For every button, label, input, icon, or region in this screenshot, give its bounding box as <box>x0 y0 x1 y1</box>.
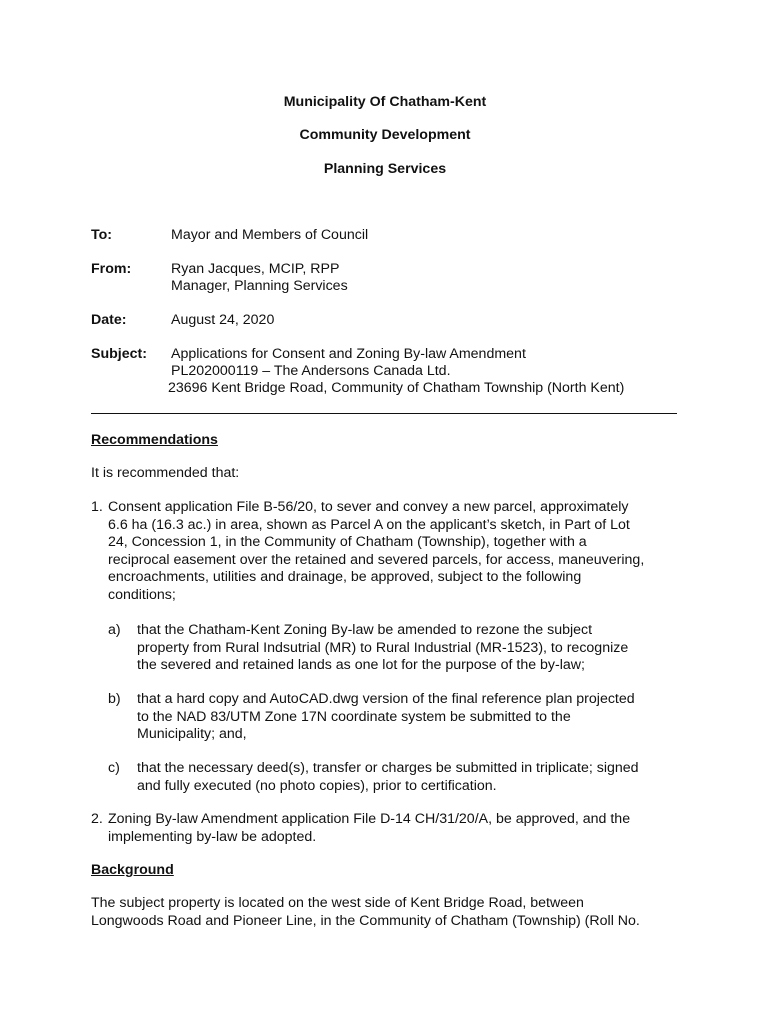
text-line: reciprocal easement over the retained and severed parcels, for access, maneuvering, <box>108 551 645 568</box>
text-line: and fully executed (no photo copies), prior to certification. <box>137 777 497 794</box>
recommendations-heading: Recommendations <box>91 432 218 448</box>
header-division: Planning Services <box>323 161 447 177</box>
text-line: that the necessary deed(s), transfer or charges be submitted in triplicate; signed <box>137 760 639 776</box>
subject-line: PL202000119 – The Andersons Canada Ltd. <box>171 363 451 379</box>
subject-label: Subject: <box>91 346 147 362</box>
text-line: conditions; <box>108 586 176 603</box>
to-value: Mayor and Members of Council <box>171 227 369 243</box>
from-title: Manager, Planning Services <box>171 278 348 294</box>
subject-line: Applications for Consent and Zoning By-law Amendment <box>171 346 526 362</box>
text-line: implementing by-law be adopted. <box>108 828 317 845</box>
text-line: The subject property is located on the west side of Kent Bridge Road, between <box>91 895 584 911</box>
subject-line: 23696 Kent Bridge Road, Community of Chatham Township (North Kent) <box>168 380 625 396</box>
text-line: that the Chatham-Kent Zoning By-law be amended to rezone the subject <box>137 622 593 638</box>
condition-b <box>137 691 677 744</box>
from-name: Ryan Jacques, MCIP, RPP <box>171 261 340 277</box>
text-line: the severed and retained lands as one lot for the purpose of the by-law; <box>137 657 585 673</box>
text-line: Consent application File B-56/20, to sever and convey a new parcel, approximately <box>108 499 629 515</box>
text-line: encroachments, utilities and drainage, be approved, subject to the following <box>108 569 582 585</box>
from-label: From: <box>91 261 132 277</box>
text-line: Zoning By-law Amendment application File D-14 CH/31/20/A, be approved, and the <box>108 811 631 827</box>
text-line: Municipality; and, <box>137 726 247 742</box>
background-paragraph <box>91 895 691 930</box>
header-divider <box>91 413 677 414</box>
date-value: August 24, 2020 <box>171 312 275 328</box>
condition-letter: c) <box>108 760 120 776</box>
text-line: to the NAD 83/UTM Zone 17N coordinate system be submitted to the <box>137 708 571 725</box>
recommendation-item-1 <box>108 499 683 604</box>
recommendations-intro: It is recommended that: <box>91 465 240 481</box>
text-line: Longwoods Road and Pioneer Line, in the Community of Chatham (Township) (Roll No. <box>91 912 640 929</box>
to-label: To: <box>91 227 113 243</box>
recommendation-item-2 <box>108 811 683 846</box>
header-department: Community Development <box>299 127 471 143</box>
text-line: that a hard copy and AutoCAD.dwg version of the final reference plan projected <box>137 691 635 707</box>
condition-letter: b) <box>108 691 121 707</box>
condition-letter: a) <box>108 622 121 638</box>
item-number: 1. <box>91 499 103 515</box>
background-heading: Background <box>91 862 174 878</box>
text-line: property from Rural Indsutrial (MR) to Rural Industrial (MR-1523), to recognize <box>137 639 629 656</box>
text-line: 24, Concession 1, in the Community of Chatham (Township), together with a <box>108 534 587 550</box>
condition-a <box>137 622 677 675</box>
header-municipality: Municipality Of Chatham-Kent <box>283 94 487 110</box>
text-line: 6.6 ha (16.3 ac.) in area, shown as Parcel A on the applicant’s sketch, in Part of Lot <box>108 516 630 533</box>
condition-c <box>137 760 677 795</box>
date-label: Date: <box>91 312 127 328</box>
item-number: 2. <box>91 811 103 827</box>
